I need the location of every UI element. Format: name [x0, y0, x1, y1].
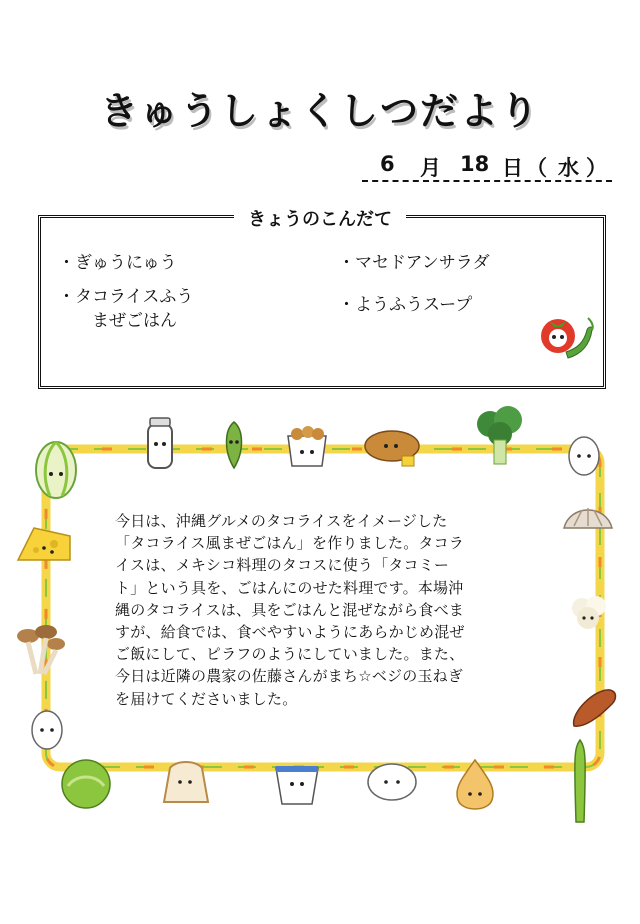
message-line: 縄のタコライスは、具をごはんと混ぜながら食べま [115, 600, 465, 619]
date-month: 6 [380, 152, 395, 176]
clam-character-icon [560, 498, 616, 544]
rice-bowl-icon [364, 760, 420, 806]
message-body [115, 510, 535, 710]
menu-heading-text: きょうのこんだて [234, 205, 406, 231]
cauliflower-character-icon [566, 590, 612, 638]
egg-character-icon [564, 432, 606, 480]
page-title: きゅうしょくしつだより [99, 89, 540, 133]
milk-bottle-icon [138, 414, 182, 474]
natto-cup-icon [282, 420, 332, 472]
date-paren-close: ） [586, 156, 607, 180]
mushroom-bunch-icon [12, 620, 70, 680]
message-line: 今日は近隣の農家の佐藤さんがまち☆ベジの玉ねぎ [115, 667, 464, 686]
message-line: ご飯にして、ピラフのようにしていました。また、 [115, 645, 465, 664]
egg-character-icon-2 [26, 706, 68, 752]
toast-character-icon [156, 758, 216, 808]
date-day: 18 [460, 152, 490, 176]
cheese-character-icon [14, 520, 78, 570]
date-weekday: 水 [558, 156, 579, 180]
bread-roll-icon [362, 426, 424, 468]
date-line [362, 152, 612, 182]
cabbage-round-icon [52, 756, 120, 812]
message-line: ト」という具を、ごはんにのせた料理です。本場沖 [115, 578, 464, 597]
okra-character-icon [214, 418, 254, 472]
message-line: 今日は、沖縄グルメのタコライスをイメージした [115, 512, 448, 530]
asparagus-character-icon [560, 738, 600, 824]
date-paren-open: （ [526, 156, 547, 180]
onion-character-icon [448, 756, 502, 814]
message-line: すが、給食では、食べやすいようにあらかじめ混ぜ [115, 623, 465, 642]
menu-heading [0, 205, 640, 231]
menu-item-milk: ・ぎゅうにゅう [58, 253, 177, 273]
broccoli-character-icon [472, 404, 530, 470]
menu-item-tacorice-line2: まぜごはん [92, 311, 177, 331]
date-day-unit: 日 [502, 156, 523, 180]
message-line: を届けてくださいました。 [115, 689, 298, 708]
date-month-unit: 月 [420, 156, 441, 180]
message-line: 「タコライス風まぜごはん」を作りました。タコラ [115, 534, 465, 553]
cabbage-character-icon [30, 434, 82, 500]
menu-item-tacorice: ・タコライスふう [58, 287, 194, 307]
sausage-character-icon [566, 682, 620, 734]
yogurt-cup-icon [270, 758, 324, 810]
tomato-cucumber-mascot-icon [534, 308, 598, 364]
menu-item-soup: ・ようふうスープ [338, 295, 473, 315]
menu-item-salad: ・マセドアンサラダ [338, 253, 490, 273]
message-line: イスは、メキシコ料理のタコスに使う「タコミー [115, 556, 450, 575]
